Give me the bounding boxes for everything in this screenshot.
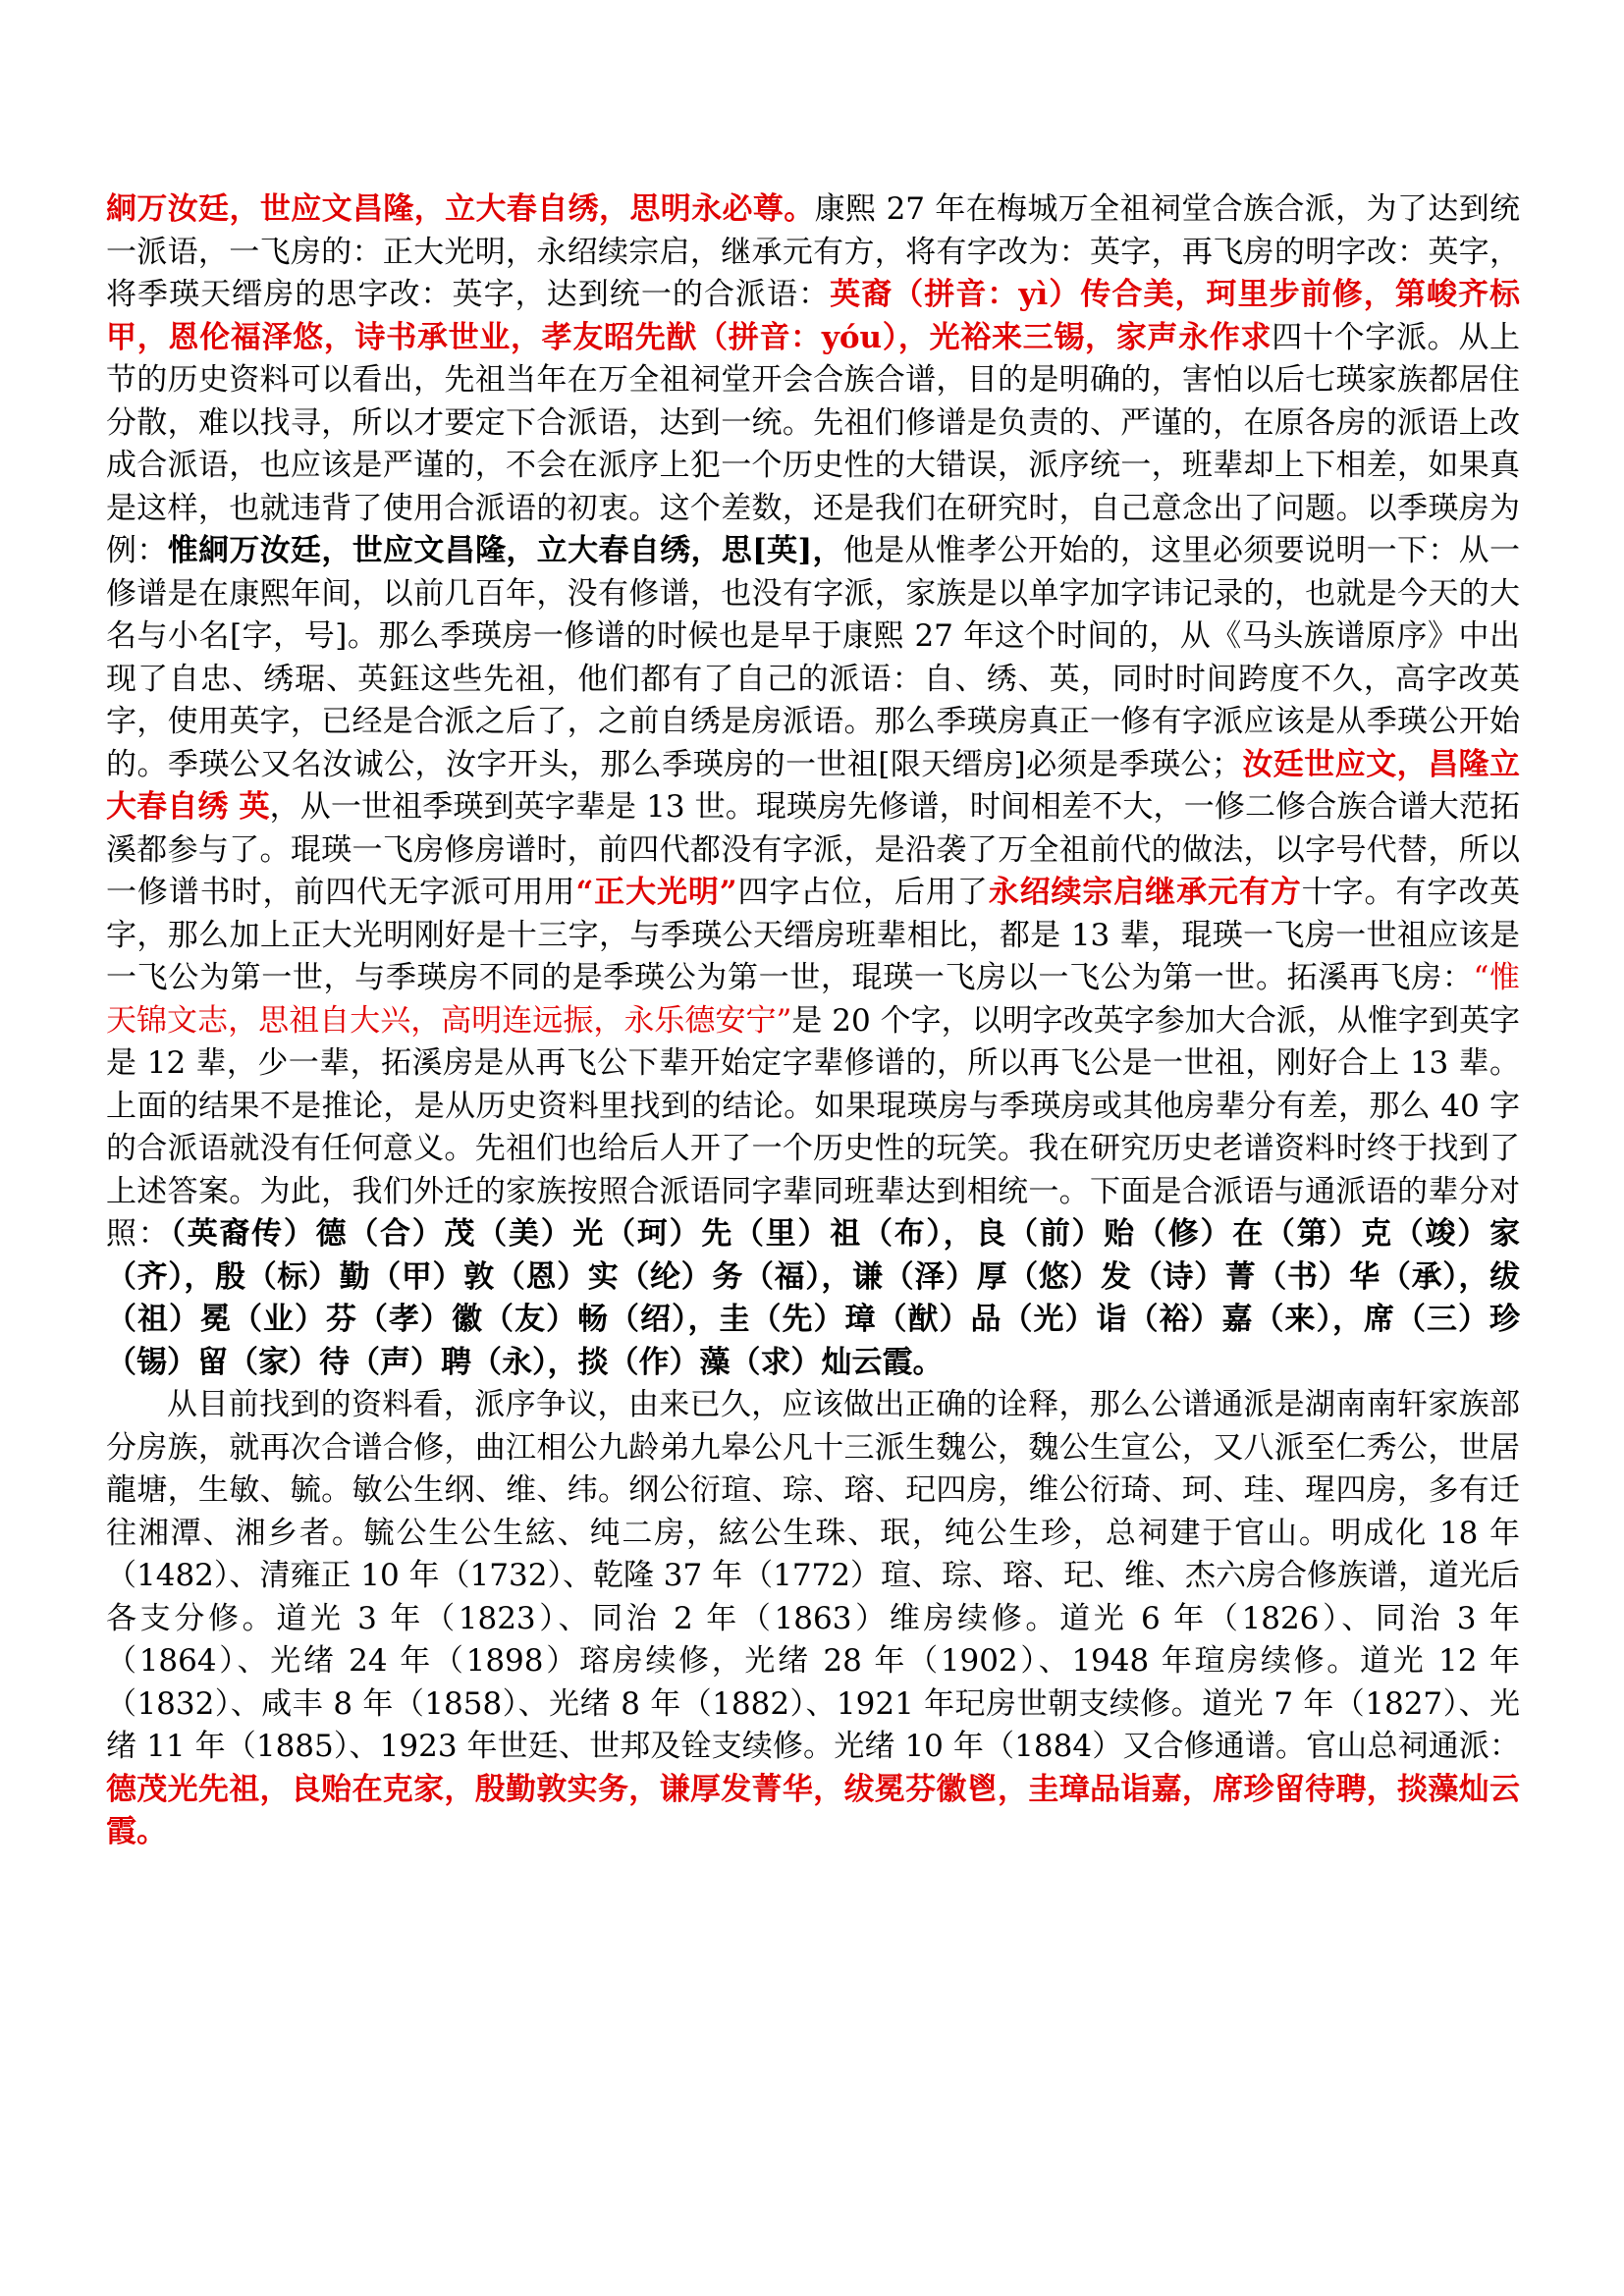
text-run: “惟天锦文志，思祖自大兴，高明连远振，永乐德安宁” (106, 960, 1520, 1039)
text-run: 德茂光先祖，良贻在克家，殷勤敦实务，谦厚发菁华，绂冕芬徽鬯，圭璋品诣嘉，席珍留待聘，掞藻灿云霞。 (106, 1771, 1520, 1849)
text-run: 永绍续宗启继承元有方 (988, 875, 1302, 910)
text-run: 四字占位，后用了 (736, 875, 989, 910)
paragraph-1 (106, 188, 1520, 1384)
text-run: 从目前找到的资料看，派序争议，由来已久，应该做出正确的诠释，那么公谱通派是湖南南轩家族部分房族，就再次合谱合修，曲江相公九龄弟九皋公凡十三派生魏公，魏公生宣公，又八派至仁秀公，世居龍塘，生敏、毓。敏公生纲、维、纬。纲公衍瑄、琮、瑢、玘四房，维公衍琦、珂、珪、瑆四房，多有迁往湘潭、湘乡者。毓公生公生絃、纯二房，絃公生珠、珉，纯公生珍，总祠建于官山。明成化 18 年（1482）、清雍正 10 年（1732）、乾隆 37 年（1772）瑄、琮、瑢、玘、维、杰六房合修族谱，道光后各支分修。道光 3 年（1823）、同治 2 年（1863）维房续修。道光 6 年（1826）、同治 3 年（1864）、光绪 24 年（1898）瑢房续修，光绪 28 年（1902）、1948 年瑄房续修。道光 12 年（1832）、咸丰 8 年（1858）、光绪 8 年（1882）、1921 年玘房世朝支续修。道光 7 年（1827）、光绪 11 年（1885）、1923 年世廷、世邦及铨支续修。光绪 10 年（1884）又合修通谱。官山总祠通派： (106, 1387, 1520, 1764)
text-run: （英裔传）德（合）茂（美）光（珂）先（里）祖（布），良（前）贻（修）在（第）克（竣）家（齐），殷（标）勤（甲）敦（恩）实（纶）务（福），谦（泽）厚（悠）发（诗）菁（书）华（承），绂（祖）冕（业）芬（孝）徽（友）畅（绍），圭（先）璋（猷）品（光）诣（裕）嘉（来），席（三）珍（锡）留（家）待（声）聘（永），掞（作）藻（求）灿云霞。 (106, 1216, 1521, 1380)
text-run: 英裔（拼音：yì）传合美，珂里步前修，第峻齐标甲，恩伦福泽悠，诗书承世业，孝友昭先猷（拼音：yóu），光裕来三锡，家声永作求 (106, 277, 1520, 355)
text-run: 康熙 27 年在梅城万全祖祠堂合族合派，为了达到统一派语，一飞房的：正大光明，永绍续宗启，继承元有方，将有字改为：英字，再飞房的明字改：英字，将季瑛天缙房的思字改：英字，达到统一的合派语： (106, 191, 1520, 312)
text-run: 他是从惟孝公开始的，这里必须要说明一下：从一修谱是在康熙年间，以前几百年，没有修谱，也没有字派，家族是以单字加字讳记录的，也就是今天的大名与小名[字，号]。那么季瑛房一修谱的时候也是早于康熙 27 年这个时间的，从《马头族谱原序》中出现了自忠、绣琚、英鈺这些先祖，他们都有了自己的派语：自、绣、英，同时时间跨度不久，高字改英字，使用英字，已经是合派之后了，之前自绣是房派语。那么季瑛房真正一修有字派应该是从季瑛公开始的。季瑛公又名汝诚公，汝字开头，那么季瑛房的一世祖[限天缙房]必须是季瑛公； (106, 533, 1521, 782)
document-page (106, 188, 1520, 1854)
text-run: “正大光明” (575, 875, 737, 910)
text-run: 是 20 个字，以明字改英字参加大合派，从惟字到英字是 12 辈，少一辈，拓溪房是从再飞公下辈开始定字辈修谱的，所以再飞公是一世祖，刚好合上 13 辈。上面的结果不是推论，是从历史资料里找到的结论。如果琨瑛房与季瑛房或其他房辈分有差，那么 40 字的合派语就没有任何意义。先祖们也给后人开了一个历史性的玩笑。我在研究历史老谱资料时终于找到了上述答案。为此，我们外迁的家族按照合派语同字辈同班辈达到相统一。下面是合派语与通派语的辈分对照： (106, 1002, 1520, 1252)
text-run: 絅万汝廷，世应文昌隆，立大春自绣，思明永必尊。 (106, 191, 815, 227)
text-run: 惟絅万汝廷，世应文昌隆，立大春自绣，思[英]， (167, 533, 843, 568)
text-run: 四十个字派。从上节的历史资料可以看出，先祖当年在万全祖祠堂开会合族合谱，目的是明确的，害怕以后七瑛家族都居住分散，难以找寻，所以才要定下合派语，达到一统。先祖们修谱是负责的、严谨的，在原各房的派语上改成合派语，也应该是严谨的，不会在派序上犯一个历史性的大错误，派序统一，班辈却上下相差，如果真是这样，也就违背了使用合派语的初衷。这个差数，还是我们在研究时，自己意念出了问题。以季瑛房为例： (106, 319, 1521, 568)
text-run: ，从一世祖季瑛到英字辈是 13 世。琨瑛房先修谱，时间相差不大，一修二修合族合谱大范拓溪都参与了。琨瑛一飞房修房谱时，前四代都没有字派，是沿袭了万全祖前代的做法，以字号代替，所以一修谱书时，前四代无字派可用用 (106, 789, 1521, 910)
paragraph-2 (106, 1384, 1520, 1854)
text-run: 十字。有字改英字，那么加上正大光明刚好是十三字，与季瑛公天缙房班辈相比，都是 13 辈，琨瑛一飞房一世祖应该是一飞公为第一世，与季瑛房不同的是季瑛公为第一世，琨瑛一飞房以一飞公为第一世。拓溪再飞房： (106, 875, 1521, 995)
text-run: 汝廷世应文，昌隆立大春自绣 英 (106, 746, 1521, 825)
